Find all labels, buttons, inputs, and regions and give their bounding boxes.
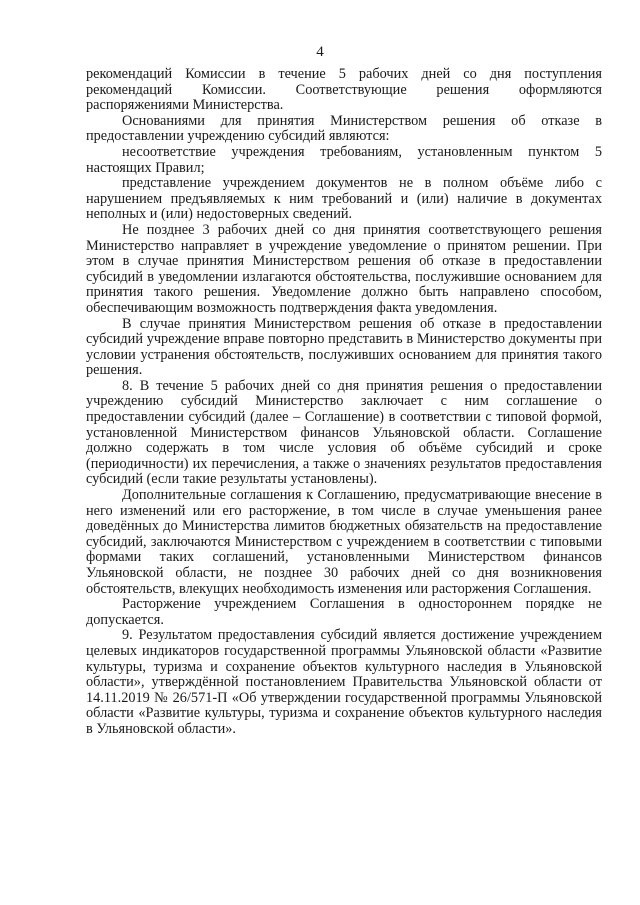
paragraph-refusal-ground-1: несоответствие учреждения требованиям, установленным пунктом 5 настоящих Правил; bbox=[86, 143, 602, 176]
paragraph-notification: Не позднее 3 рабочих дней со дня принятия соответствующего решения Министерство направляет в учреждение уведомление о принятом решении. При этом в случае принятия Министерством решения об отказе в предоставлении субсидий в уведомлении излагаются обстоятельства, послужившие основанием для принятия такого решения. Уведомление должно быть направлено способом, обеспечивающим возможность подтверждения факта уведомления. bbox=[86, 221, 602, 316]
document-body bbox=[86, 67, 602, 738]
page-number: 4 bbox=[316, 44, 324, 60]
paragraph-continuation: рекомендаций Комиссии в течение 5 рабочих дней со дня поступления рекомендаций Комиссии. Соответствующие решения оформляются распоряжениями Министерства. bbox=[86, 66, 602, 114]
paragraph-termination: Расторжение учреждением Соглашения в одностороннем порядке не допускается. bbox=[86, 596, 602, 628]
paragraph-item-9: 9. Результатом предоставления субсидий является достижение учреждением целевых индикаторов государственной программы Ульяновской области «Развитие культуры, туризма и сохранение объектов культурного наследия в Ульяновской области», утверждённой постановлением Правительства Ульяновской области от 14.11.2019 № 26/571-П «Об утверждении государственной программы Ульяновской области «Развитие культуры, туризма и сохранение объектов культурного наследия в Ульяновской области». bbox=[86, 627, 602, 737]
paragraph-additional-agreements: Дополнительные соглашения к Соглашению, предусматривающие внесение в него изменений или его расторжение, в том числе в случае уменьшения ранее доведённых до Министерства лимитов бюджетных обязательств на предоставление субсидий, заключаются Министерством с учреждением в соответствии с типовыми формами таких соглашений, установленными Министерством финансов Ульяновской области, не позднее 30 рабочих дней со дня возникновения обстоятельств, влекущих необходимость изменения или расторжения Соглашения. bbox=[86, 487, 602, 597]
paragraph-refusal-grounds: Основаниями для принятия Министерством решения об отказе в предоставлении учреждению субсидий являются: bbox=[86, 112, 602, 145]
paragraph-refusal-ground-2: представление учреждением документов не в полном объёме либо с нарушением предъявляемых к ним требований и (или) наличие в документах неполных и (или) недостоверных сведений. bbox=[86, 175, 602, 223]
paragraph-item-8: 8. В течение 5 рабочих дней со дня принятия решения о предоставлении учреждению субсидий Министерство заключает с ним соглашение о предоставлении субсидий (далее – Соглашение) в соответствии с типовой формой, установленной Министерством финансов Ульяновской области. Соглашение должно содержать в том числе условия об объёме субсидий и сроке (периодичности) их перечисления, а также о значениях результатов предоставления субсидий (если такие результаты установлены). bbox=[86, 377, 602, 488]
paragraph-resubmission: В случае принятия Министерством решения об отказе в предоставлении субсидий учреждение вправе повторно представить в Министерство документы при условии устранения обстоятельств, послуживших основанием для принятия такого решения. bbox=[86, 315, 602, 379]
